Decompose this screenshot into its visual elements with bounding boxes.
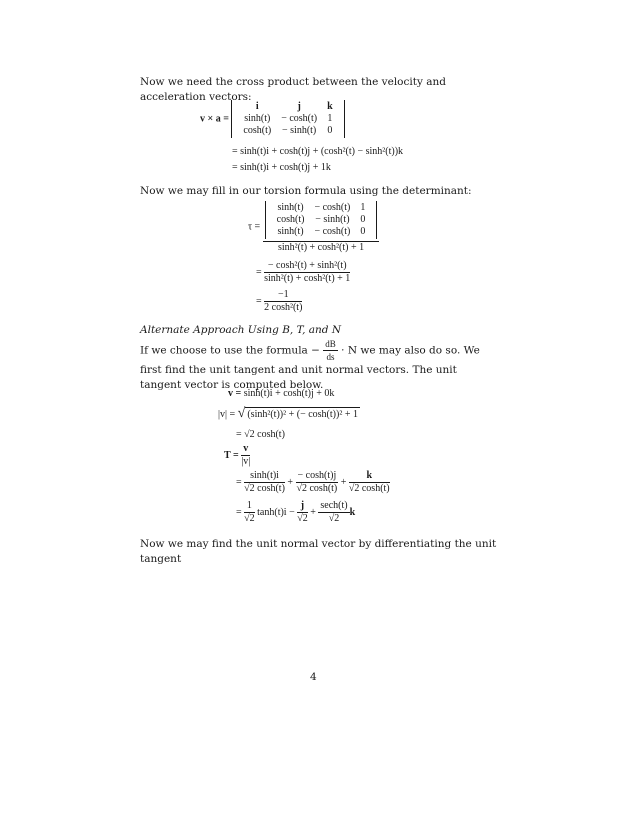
det-cell: − sinh(t) [282,125,317,136]
det-cell: sinh(t) [277,202,304,213]
closing-paragraph: Now we may find the unit normal vector by differentiating the unit tangent [140,538,497,565]
page-number: 4 [310,671,317,683]
magnitude-line: |v| = √ (sinh²(t))² + (− cosh(t))² + 1 [218,406,358,421]
frac-2-num: − cosh(t)j [297,470,337,481]
ds-den: ds [326,352,335,362]
cross-lhs: v × a = [200,113,229,125]
det-cell: 0 [360,214,366,225]
cross-determinant [231,100,344,138]
unit-tangent-expanded: = $\frac{\sinh(t)i}{√2 \cosh(t)}$ + $\frac{- \cosh(t)j}{√2 \cosh(t)}$ + $\frac{k}{√2 \cosh(t)}$ [236,470,390,494]
torsion-num-3: −1 [264,289,302,302]
frac-3-num: k [349,470,390,483]
det-cell: i [255,101,259,112]
frac-5-num: j [297,500,308,513]
torsion-den-3: 2 cosh²(t) [264,302,303,313]
det-cell: cosh(t) [243,125,272,136]
det-cell: − cosh(t) [314,202,351,213]
det-cell: 0 [327,125,333,136]
frac-6-num: sech(t) [320,500,348,511]
velocity-rhs: sinh(t)i + cosh(t)j + 0k [243,388,335,399]
alt-para-start: If we choose to use the formula − [140,344,320,357]
frac-4-den: √2 [244,513,255,524]
unit-tangent-definition [224,443,250,468]
det-cell: 1 [327,113,333,124]
magnitude-simplified: = √2 cosh(t) [236,429,285,440]
torsion-fraction [263,200,380,254]
alt-para-end: · N we may also do so. We first find the unit tangent and unit normal vectors. The unit tangent vector is computed below. [140,344,480,391]
torsion-line-2: = $\frac{\text{− cosh²(t) + sinh²(t)}}{\text{sinh²(t) + cosh²(t) + 1}}$ [256,260,351,284]
frac-5-den: √2 [297,513,308,524]
frac-6-den: √2 [328,513,340,524]
det-cell: sinh(t) [244,113,271,124]
velocity-line [228,388,334,399]
det-cell: sinh(t) [277,226,304,237]
det-cell: k [327,101,333,112]
magnitude-radicand: (sinh²(t))² + (− cosh(t))² + 1 [247,409,358,420]
torsion-num-2: − cosh²(t) + sinh²(t) [264,260,350,273]
T-lhs: T = [224,449,239,461]
det-cell: j [297,101,301,112]
alt-approach-heading: Alternate Approach Using B, T, and N [140,324,342,336]
dB-num: dB [325,339,336,349]
cross-line-2: = sinh(t)i + cosh(t)j + 1k [232,162,331,173]
frac-2-den: √2 cosh(t) [296,483,338,494]
cross-product-equation [200,100,345,138]
tanh-term: tanh(t)i − [257,506,295,518]
torsion-lhs: τ = [248,221,261,233]
cross-product-intro: Now we need the cross product between the velocity and acceleration vectors: [140,76,446,103]
det-cell: 0 [360,226,366,237]
torsion-line-3: = $\frac{-1}{\text{2 cosh²(t)}}$ [256,289,303,313]
k-term: k [349,506,356,518]
unit-tangent-simplified: = $\frac{1}{√2}$ tanh(t)i − $\frac{j}{√2}$ + $\frac{\sec h(t)}{√2}$ k [236,500,356,524]
torsion-den-2: sinh²(t) + cosh²(t) + 1 [264,273,351,284]
det-cell: cosh(t) [276,214,305,225]
frac-1-den: √2 cosh(t) [244,483,285,494]
torsion-denominator: sinh²(t) + cosh²(t) + 1 [277,242,365,253]
frac-3-den: √2 cosh(t) [348,483,390,494]
cross-line-1: = sinh(t)i + cosh(t)j + (cosh²(t) − sinh²(t))k [232,146,404,157]
alt-approach-paragraph [140,338,500,393]
torsion-equation [248,200,379,254]
det-cell: − cosh(t) [281,113,318,124]
det-cell: − sinh(t) [315,214,350,225]
magnitude-lhs: |v| = [218,409,236,420]
T-den: |v| [241,456,251,467]
torsion-determinant [265,201,378,239]
T-num: v [241,443,250,456]
torsion-intro: Now we may fill in our torsion formula using the determinant: [140,185,472,197]
frac-1-num: sinh(t)i [244,470,285,483]
det-cell: 1 [360,202,366,213]
det-cell: − cosh(t) [314,226,351,237]
frac-4-num: 1 [244,500,255,513]
velocity-lhs: v = [228,388,242,399]
